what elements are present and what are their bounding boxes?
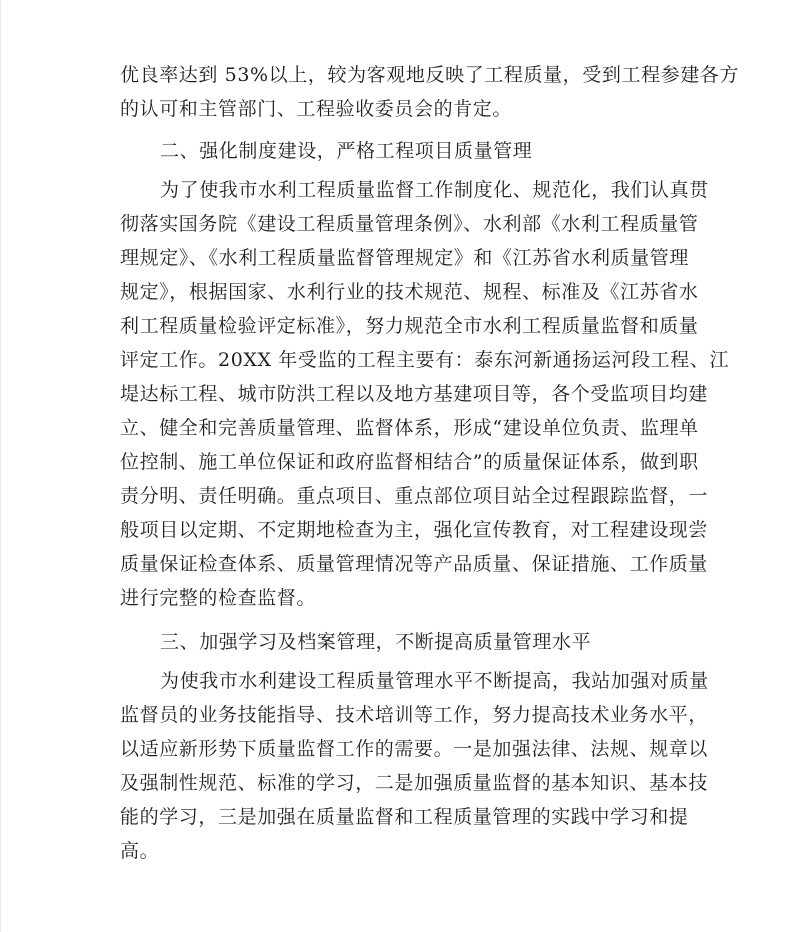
paragraph-2-line-4: 规定》，根据国家、水利行业的技术规范、规程、标准及《江苏省水 xyxy=(120,281,699,303)
paragraph-3-line-6: 高。 xyxy=(120,840,160,862)
paragraph-2-line-6: 评定工作。20XX 年受监的工程主要有：泰东河新通扬运河段工程、江 xyxy=(120,349,730,371)
paragraph-2-line-10: 责分明、责任明确。重点项目、重点部位项目站全过程跟踪监督，一 xyxy=(120,485,709,507)
paragraph-2-line-8: 立、健全和完善质量管理、监督体系，形成“建设单位负责、监理单 xyxy=(120,417,699,439)
paragraph-2-line-3: 理规定》、《水利工程质量监督管理规定》和《江苏省水利质量管理 xyxy=(120,247,690,269)
section-heading-3: 三、加强学习及档案管理，不断提高质量管理水平 xyxy=(160,631,592,653)
paragraph-2-line-11: 般项目以定期、不定期地检查为主，强化宣传教育，对工程建设现尝 xyxy=(120,519,709,541)
paragraph-3-line-2: 监督员的业务技能指导、技术培训等工作，努力提高技术业务水平， xyxy=(120,704,709,726)
section-heading-2: 二、强化制度建设，严格工程项目质量管理 xyxy=(160,140,533,162)
paragraph-3-line-5: 能的学习，三是加强在质量监督和工程质量管理的实践中学习和提 xyxy=(120,806,689,828)
paragraph-2-line-2: 彻落实国务院《建设工程质量管理条例》、水利部《水利工程质量管 xyxy=(120,213,699,235)
paragraph-3-line-3: 以适应新形势下质量监督工作的需要。一是加强法律、法规、规章以 xyxy=(120,738,709,760)
paragraph-2-line-12: 质量保证检查体系、质量管理情况等产品质量、保证措施、工作质量 xyxy=(120,553,709,575)
paragraph-3-line-1: 为使我市水利建设工程质量管理水平不断提高，我站加强对质量 xyxy=(160,670,709,692)
paragraph-1-line-2: 的认可和主管部门、工程验收委员会的肯定。 xyxy=(120,98,513,120)
paragraph-2-line-13: 进行完整的检查监督。 xyxy=(120,587,317,609)
paragraph-2-line-9: 位控制、施工单位保证和政府监督相结合”的质量保证体系，做到职 xyxy=(120,451,699,473)
paragraph-2-line-1: 为了使我市水利工程质量监督工作制度化、规范化，我们认真贯 xyxy=(160,179,709,201)
paragraph-2-line-5: 利工程质量检验评定标准》，努力规范全市水利工程质量监督和质量 xyxy=(120,315,699,337)
paragraph-1-line-1: 优良率达到 53%以上，较为客观地反映了工程质量，受到工程参建各方 xyxy=(120,64,740,86)
paragraph-2-line-7: 堤达标工程、城市防洪工程以及地方基建项目等，各个受监项目均建 xyxy=(120,383,709,405)
paragraph-3-line-4: 及强制性规范、标准的学习，二是加强质量监督的基本知识、基本技 xyxy=(120,772,709,794)
